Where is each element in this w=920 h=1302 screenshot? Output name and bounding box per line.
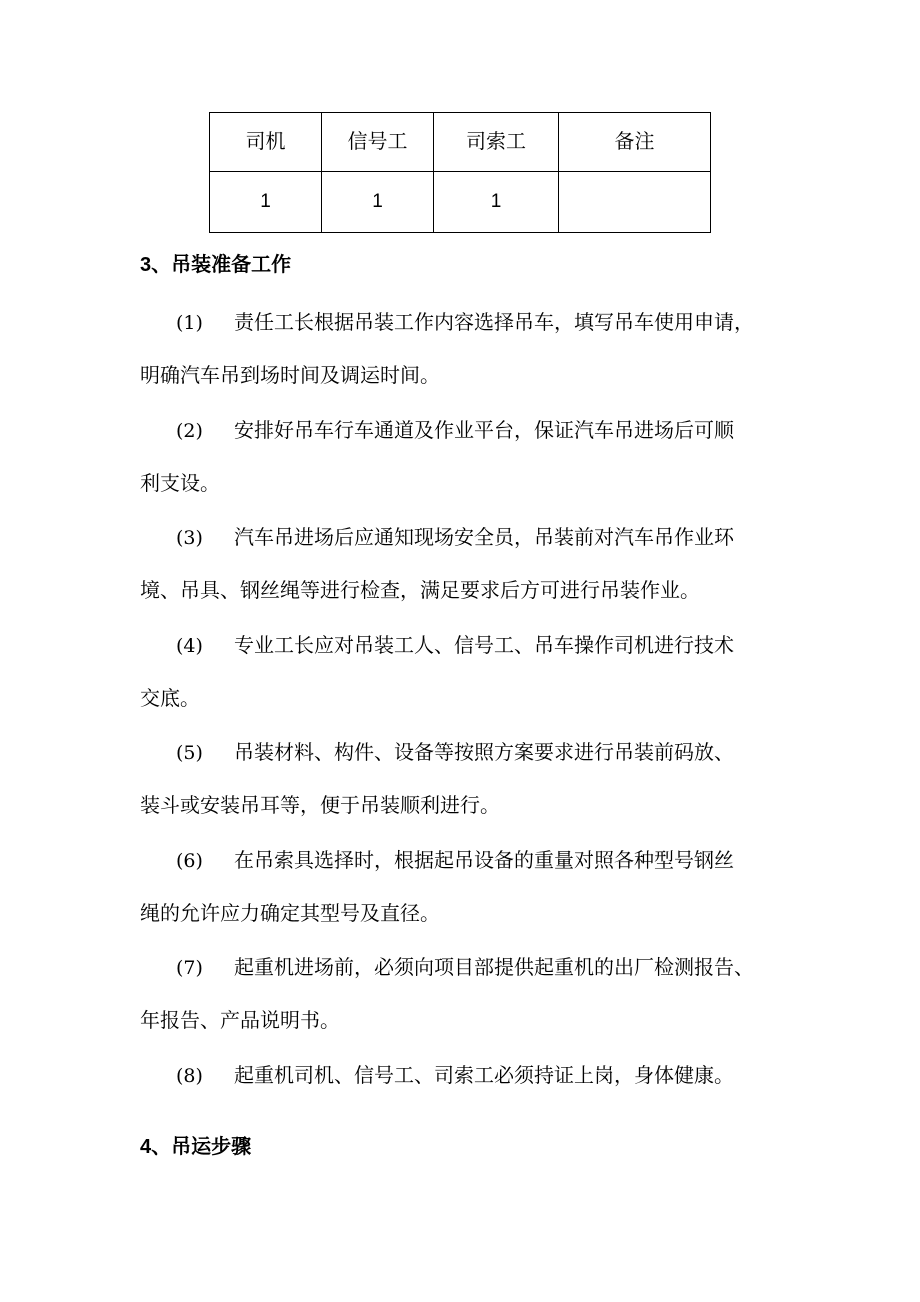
header-rigger: 司索工 bbox=[434, 113, 559, 172]
table-header-row bbox=[210, 113, 711, 172]
value-remarks bbox=[559, 172, 711, 233]
list-item bbox=[140, 1049, 800, 1102]
value-driver: 1 bbox=[210, 172, 322, 233]
item-number: (6) bbox=[176, 850, 203, 872]
item-line2: 年报告、产品说明书。 bbox=[140, 1008, 340, 1032]
list-item bbox=[140, 404, 800, 509]
item-line1: 责任工长根据吊装工作内容选择吊车，填写吊车使用申请， bbox=[234, 310, 754, 334]
section-4-heading bbox=[140, 1130, 251, 1159]
section-3-title: 吊装准备工作 bbox=[171, 252, 292, 276]
item-number: (8) bbox=[176, 1065, 203, 1087]
item-number: (4) bbox=[176, 635, 203, 657]
item-line2: 绳的允许应力确定其型号及直径。 bbox=[140, 901, 440, 925]
item-line2: 明确汽车吊到场时间及调运时间。 bbox=[140, 363, 440, 387]
list-item bbox=[140, 941, 800, 1046]
staff-table bbox=[209, 112, 711, 233]
item-line2: 装斗或安装吊耳等，便于吊装顺利进行。 bbox=[140, 793, 500, 817]
item-number: (1) bbox=[176, 312, 203, 334]
header-remarks: 备注 bbox=[559, 113, 711, 172]
header-signalman: 信号工 bbox=[322, 113, 434, 172]
item-number: (2) bbox=[176, 420, 203, 442]
item-number: (7) bbox=[176, 957, 203, 979]
item-line1: 吊装材料、构件、设备等按照方案要求进行吊装前码放、 bbox=[234, 740, 734, 764]
item-line2: 境、吊具、钢丝绳等进行检查，满足要求后方可进行吊装作业。 bbox=[140, 578, 700, 602]
item-line1: 起重机司机、信号工、司索工必须持证上岗，身体健康。 bbox=[234, 1063, 734, 1087]
value-signalman: 1 bbox=[322, 172, 434, 233]
header-driver: 司机 bbox=[210, 113, 322, 172]
section-4-title: 吊运步骤 bbox=[171, 1134, 252, 1158]
item-line2: 交底。 bbox=[140, 686, 200, 710]
item-line1: 在吊索具选择时，根据起吊设备的重量对照各种型号钢丝 bbox=[234, 848, 734, 872]
table-row bbox=[210, 172, 711, 233]
list-item bbox=[140, 296, 800, 401]
item-line2: 利支设。 bbox=[140, 471, 220, 495]
item-line1: 起重机进场前，必须向项目部提供起重机的出厂检测报告、 bbox=[234, 955, 754, 979]
list-item bbox=[140, 511, 800, 616]
item-line1: 专业工长应对吊装工人、信号工、吊车操作司机进行技术 bbox=[234, 633, 734, 657]
section-3-heading bbox=[140, 248, 291, 277]
list-item bbox=[140, 619, 800, 724]
value-rigger: 1 bbox=[434, 172, 559, 233]
section-4-number: 4、 bbox=[140, 1136, 172, 1158]
list-item bbox=[140, 834, 800, 939]
list-item bbox=[140, 726, 800, 831]
item-number: (5) bbox=[176, 742, 203, 764]
item-line1: 汽车吊进场后应通知现场安全员，吊装前对汽车吊作业环 bbox=[234, 525, 734, 549]
section-3-number: 3、 bbox=[140, 254, 172, 276]
item-number: (3) bbox=[176, 527, 203, 549]
item-line1: 安排好吊车行车通道及作业平台，保证汽车吊进场后可顺 bbox=[234, 418, 734, 442]
